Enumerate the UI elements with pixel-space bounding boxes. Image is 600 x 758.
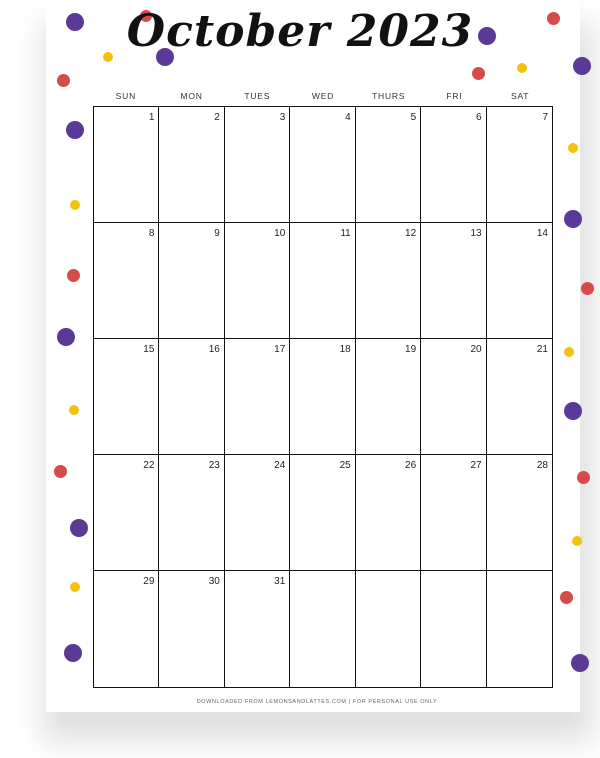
- day-cell: [487, 455, 552, 571]
- confetti-dot: [571, 654, 589, 672]
- day-cell: [290, 455, 355, 571]
- day-number: 14: [536, 228, 548, 239]
- day-number: 12: [405, 228, 417, 239]
- day-number: 7: [542, 112, 548, 123]
- day-number: 31: [274, 576, 286, 587]
- day-number: 3: [279, 112, 286, 123]
- day-number: 8: [148, 228, 155, 239]
- day-number: 13: [470, 228, 482, 239]
- day-cell: [487, 339, 552, 455]
- day-cell: [225, 223, 290, 339]
- day-cell: [159, 455, 224, 571]
- day-cell: [421, 455, 486, 571]
- day-number: 10: [274, 228, 286, 239]
- day-number: 29: [143, 576, 155, 587]
- day-cell: [487, 223, 552, 339]
- confetti-dot: [564, 210, 582, 228]
- day-cell: [290, 339, 355, 455]
- weekday-label: SAT: [510, 91, 530, 101]
- day-cell: [159, 339, 224, 455]
- day-number: 20: [470, 344, 482, 355]
- confetti-dot: [70, 519, 88, 537]
- day-cell: [421, 571, 486, 687]
- footer-credit: DOWNLOADED FROM LEMONSANDLATTES.COM | FOR PERSONAL USE ONLY: [196, 699, 438, 705]
- calendar-grid: [93, 106, 553, 688]
- day-number: 18: [339, 344, 351, 355]
- day-cell: [487, 571, 552, 687]
- day-number: 9: [214, 228, 220, 239]
- weekday-header-row: [93, 91, 553, 105]
- day-number: 25: [339, 460, 351, 471]
- day-number: 30: [208, 576, 220, 587]
- confetti-dot: [64, 644, 82, 662]
- day-number: 22: [143, 460, 155, 471]
- day-cell: [421, 339, 486, 455]
- day-cell: [290, 223, 355, 339]
- confetti-dot: [57, 328, 75, 346]
- weekday-label: WED: [311, 91, 335, 101]
- weekday-label: TUES: [244, 91, 271, 101]
- day-cell: [421, 223, 486, 339]
- day-cell: [290, 107, 355, 223]
- weekday-label: THURS: [372, 91, 406, 101]
- day-number: 6: [476, 112, 482, 123]
- day-number: 23: [208, 460, 220, 471]
- weekday-label: MON: [180, 91, 203, 101]
- confetti-dot: [70, 582, 80, 592]
- day-cell: [225, 571, 290, 687]
- confetti-dot: [472, 67, 485, 80]
- day-number: 16: [208, 344, 220, 355]
- day-number: 15: [143, 344, 155, 355]
- day-number: 26: [405, 460, 417, 471]
- confetti-dot: [66, 121, 84, 139]
- day-cell: [356, 339, 421, 455]
- day-cell: [159, 571, 224, 687]
- day-cell: [356, 107, 421, 223]
- day-cell: [94, 339, 159, 455]
- confetti-dot: [70, 200, 80, 210]
- day-cell: [225, 455, 290, 571]
- confetti-dot: [577, 471, 590, 484]
- weekday-label: FRI: [446, 91, 463, 101]
- confetti-dot: [54, 465, 67, 478]
- confetti-dot: [57, 74, 70, 87]
- day-cell: [94, 223, 159, 339]
- day-cell: [94, 571, 159, 687]
- page-title: October 2023: [126, 6, 474, 57]
- day-cell: [421, 107, 486, 223]
- day-number: 28: [536, 460, 548, 471]
- day-cell: [356, 223, 421, 339]
- confetti-dot: [573, 57, 591, 75]
- day-cell: [159, 223, 224, 339]
- day-cell: [94, 455, 159, 571]
- confetti-dot: [568, 143, 578, 153]
- confetti-dot: [67, 269, 80, 282]
- weekday-label: SUN: [115, 91, 137, 101]
- confetti-dot: [581, 282, 594, 295]
- day-number: 1: [148, 112, 155, 123]
- day-number: 5: [410, 112, 417, 123]
- day-number: 19: [405, 344, 417, 355]
- day-cell: [159, 107, 224, 223]
- day-cell: [356, 455, 421, 571]
- confetti-dot: [69, 405, 79, 415]
- day-number: 11: [340, 228, 351, 239]
- day-cell: [225, 107, 290, 223]
- day-number: 4: [345, 112, 351, 123]
- confetti-dot: [572, 536, 582, 546]
- confetti-dot: [564, 402, 582, 420]
- day-number: 21: [536, 344, 548, 355]
- day-cell: [225, 339, 290, 455]
- day-number: 2: [214, 112, 220, 123]
- day-cell: [94, 107, 159, 223]
- confetti-dot: [517, 63, 527, 73]
- confetti-dot: [564, 347, 574, 357]
- day-cell: [290, 571, 355, 687]
- day-number: 27: [470, 460, 482, 471]
- day-cell: [356, 571, 421, 687]
- day-cell: [487, 107, 552, 223]
- day-number: 17: [274, 344, 286, 355]
- confetti-dot: [560, 591, 573, 604]
- day-number: 24: [274, 460, 286, 471]
